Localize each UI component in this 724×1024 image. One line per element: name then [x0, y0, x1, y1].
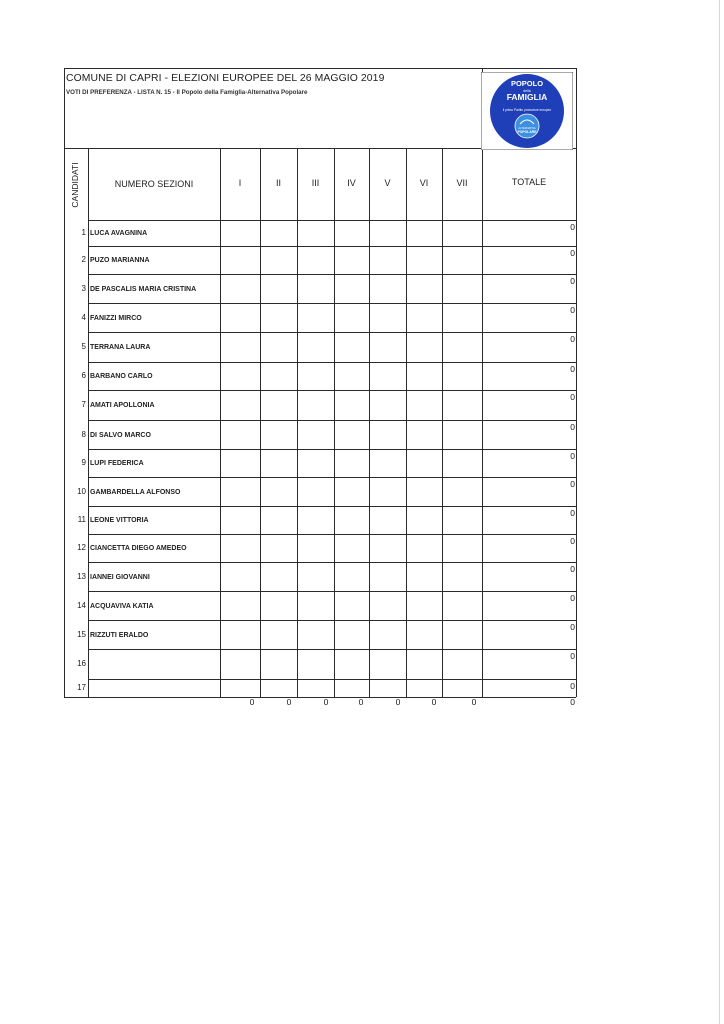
section-total-5: 0	[395, 697, 401, 707]
row-number: 3	[81, 283, 86, 293]
logo-inner-circle	[515, 114, 539, 138]
candidate-total: 0	[570, 593, 575, 603]
candidate-name: FANIZZI MIRCO	[90, 314, 142, 322]
section-total-2: 0	[286, 697, 292, 707]
grand-total: 0	[570, 697, 575, 707]
row-number: 6	[81, 371, 86, 380]
candidate-total: 0	[570, 422, 575, 432]
candidate-name: BARBANO CARLO	[90, 373, 153, 380]
grid-line	[482, 148, 483, 697]
grid-line	[88, 534, 576, 535]
row-number: 1	[81, 228, 86, 237]
candidate-total: 0	[570, 334, 575, 344]
logo-text-tagline: il primo Partito promotore europeo	[502, 108, 552, 112]
candidate-total: 0	[570, 276, 575, 286]
row-number: 10	[77, 486, 86, 496]
section-total-7: 0	[471, 697, 477, 707]
grid-line	[88, 390, 576, 391]
row-number: 8	[81, 429, 86, 439]
row-number: 4	[81, 312, 86, 322]
candidate-name: RIZZUTI ERALDO	[90, 631, 149, 639]
grid-line	[88, 506, 576, 507]
candidate-total: 0	[570, 681, 575, 691]
party-logo	[481, 72, 573, 150]
preference-vote-sheet	[64, 68, 576, 707]
candidate-name: PUZO MARIANNA	[90, 257, 150, 264]
candidate-total: 0	[570, 564, 575, 574]
candidate-name: GAMBARDELLA ALFONSO	[90, 488, 181, 496]
row-number: 16	[77, 659, 86, 668]
logo-text-popolare: POPOLARE	[517, 130, 537, 134]
row-number: 12	[77, 543, 86, 552]
candidate-name: AMATI APOLLONIA	[90, 402, 155, 409]
grid-line	[88, 562, 576, 563]
grid-line	[88, 220, 576, 221]
section-header-3: III	[311, 178, 320, 188]
grid-line	[297, 148, 298, 697]
grid-line	[64, 697, 88, 698]
candidate-total: 0	[570, 536, 575, 546]
grid-line	[88, 362, 576, 363]
candidate-total: 0	[570, 305, 575, 315]
candidati-header	[64, 150, 88, 220]
candidati-header-text: CANDIDATI	[70, 162, 80, 208]
candidate-total: 0	[570, 451, 575, 461]
candidate-total: 0	[570, 622, 575, 632]
grid-line	[88, 420, 576, 421]
row-number: 14	[77, 600, 86, 610]
candidate-total: 0	[570, 364, 575, 374]
grid-line	[88, 649, 576, 650]
grid-line	[369, 148, 370, 697]
row-number: 5	[81, 342, 86, 351]
grid-line	[88, 679, 576, 680]
candidate-total: 0	[570, 392, 575, 402]
total-header: TOTALE	[511, 177, 547, 187]
section-header-7: VII	[456, 178, 468, 188]
grid-line	[88, 303, 576, 304]
grid-line	[334, 148, 335, 697]
page-edge-shadow	[719, 0, 720, 1024]
logo-text-della: della	[523, 89, 531, 93]
grid-line	[406, 148, 407, 697]
section-header-1: I	[238, 178, 242, 188]
grid-line	[88, 449, 576, 450]
grid-line	[88, 620, 576, 621]
grid-line	[260, 148, 261, 697]
candidate-name: IANNEI GIOVANNI	[90, 573, 150, 581]
section-total-4: 0	[358, 697, 364, 707]
grid-line	[576, 68, 577, 697]
logo-text-famiglia: FAMIGLIA	[506, 92, 548, 102]
section-total-3: 0	[323, 697, 329, 707]
row-number: 17	[77, 683, 86, 692]
grid-line	[442, 148, 443, 697]
candidate-name: TERRANA LAURA	[90, 344, 151, 351]
candidate-name: DI SALVO MARCO	[90, 431, 151, 439]
section-header-2: II	[275, 178, 281, 188]
candidate-name: LUCA AVAGNINA	[90, 230, 148, 237]
section-header-6: VI	[419, 178, 429, 188]
candidate-total: 0	[570, 222, 575, 232]
document-title: COMUNE DI CAPRI - ELEZIONI EUROPEE DEL 26 MAGGIO 2019	[66, 73, 385, 84]
section-total-1: 0	[249, 697, 255, 707]
row-number: 15	[77, 629, 86, 639]
candidate-total: 0	[570, 479, 575, 489]
grid-line	[88, 148, 89, 697]
grid-line	[88, 591, 576, 592]
section-header-4: IV	[347, 178, 356, 188]
row-number: 2	[81, 255, 86, 264]
candidate-name: CIANCETTA DIEGO AMEDEO	[90, 545, 187, 552]
candidate-total: 0	[570, 508, 575, 518]
logo-text-popolo: POPOLO	[510, 79, 544, 88]
section-total-6: 0	[431, 697, 437, 707]
candidate-name: ACQUAVIVA KATIA	[90, 602, 154, 610]
candidate-total: 0	[570, 651, 575, 661]
grid-line	[64, 68, 576, 69]
sections-header: NUMERO SEZIONI	[114, 179, 194, 189]
grid-line	[88, 246, 576, 247]
grid-line	[88, 274, 576, 275]
grid-line	[88, 332, 576, 333]
grid-line	[88, 477, 576, 478]
candidate-name: LEONE VITTORIA	[90, 517, 149, 524]
candidate-name: DE PASCALIS MARIA CRISTINA	[90, 285, 197, 293]
document-subtitle: VOTI DI PREFERENZA - LISTA N. 15 - Il Popolo della Famiglia-Alternativa Popolare	[66, 89, 308, 96]
row-number: 11	[77, 515, 86, 524]
candidate-total: 0	[570, 248, 575, 258]
row-number: 9	[81, 458, 86, 467]
logo-text-alternativa: ALTERNATIVA	[518, 127, 536, 130]
section-header-5: V	[384, 178, 391, 188]
candidate-name: LUPI FEDERICA	[90, 460, 144, 467]
row-number: 7	[81, 400, 86, 409]
grid-line	[220, 148, 221, 697]
row-number: 13	[77, 571, 86, 581]
